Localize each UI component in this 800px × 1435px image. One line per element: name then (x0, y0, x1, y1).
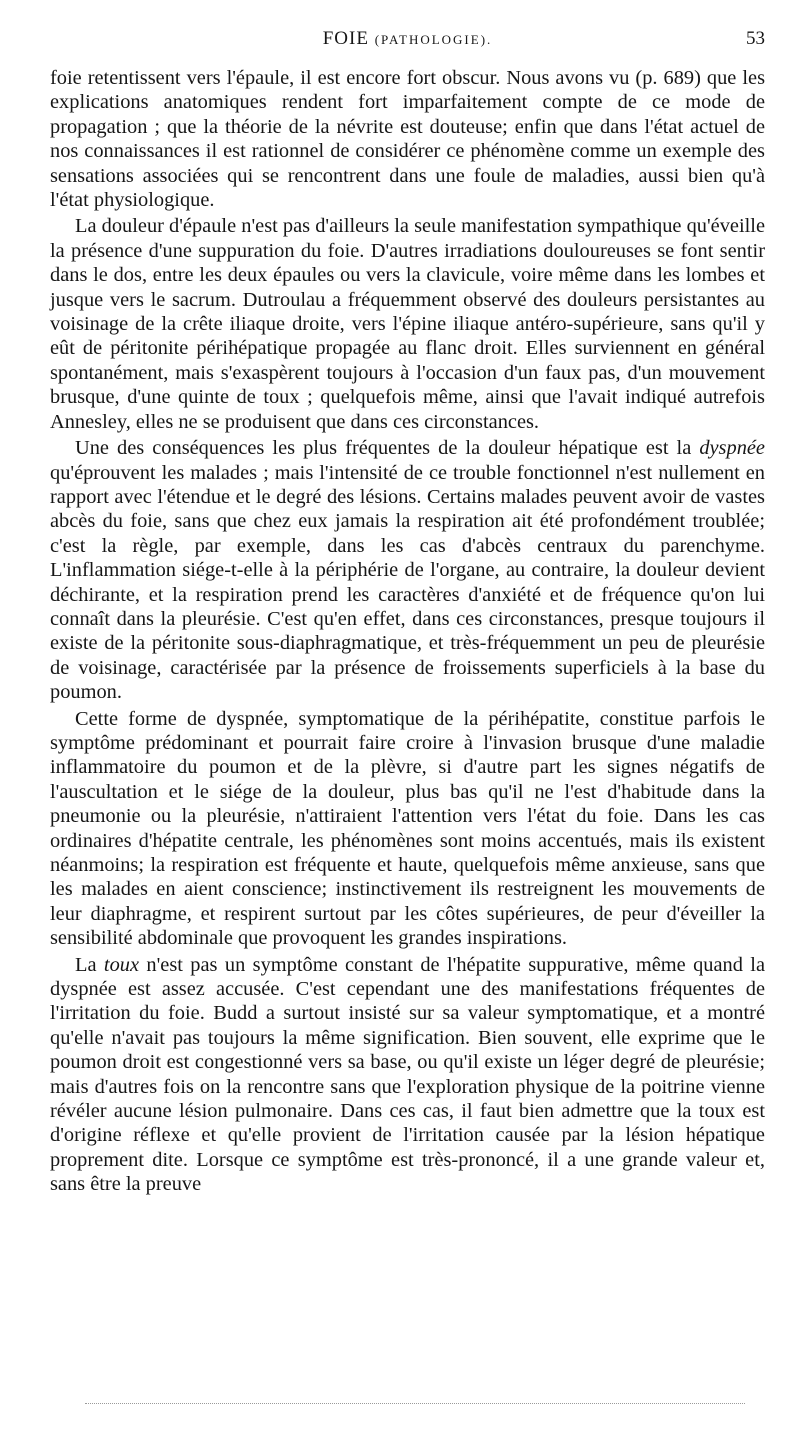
term-dyspnee: dyspnée (699, 437, 765, 460)
paragraph-2: La douleur d'épaule n'est pas d'ailleurs la seule manifestation sympathique qu'éveille la présence d'une suppuration du foie. D'autres irradiations douloureuses se font sentir dans le dos, entre les deux épaules ou vers la clavicule, voire même dans les lombes et jusque vers le sacrum. Dutroulau a fréquemment observé des douleurs persistantes au voisinage de la crête iliaque droite, vers l'épine iliaque antéro-supérieure, sans qu'il y eût de péritonite périhépatique propagée au flanc droit. Elles surviennent en général spontanément, mais s'exaspèrent toujours à l'occasion d'un faux pas, d'un mouvement brusque, d'une quinte de toux ; quelquefois même, ainsi que l'avait indiqué autrefois Annesley, elles ne se produisent que dans ces circonstances. (50, 215, 765, 433)
running-title-main: FOIE (322, 28, 369, 49)
running-title-subtitle: (PATHOLOGIE). (374, 32, 493, 47)
paragraph-3 (50, 436, 765, 704)
term-toux: toux (103, 953, 140, 976)
page-header (50, 28, 765, 54)
paragraph-5-rest: n'est pas un symptôme constant de l'hépatite suppurative, même quand la dyspnée est assez accusée. C'est cependant une des manifestations fréquentes de l'irritation du foie. Budd a surtout insisté sur sa valeur symptomatique, et a montré qu'elle n'avait pas toujours la même signification. Bien souvent, elle exprime que le poumon droit est congestionné vers sa base, ou qu'il existe un léger degré de pleurésie; mais d'autres fois on la rencontre sans que l'exploration physique de la poitrine vienne révéler aucune lésion pulmonaire. Dans ces cas, il faut bien admettre que la toux est d'origine réflexe et qu'elle provient de l'irritation causée par la lésion hépatique proprement dite. Lorsque ce symptôme est très-prononcé, il a une grande valeur et, sans être la preuve (50, 953, 766, 1196)
paragraph-4: Cette forme de dyspnée, symptomatique de la périhépatite, constitue parfois le symptôme prédominant et pourrait faire croire à l'invasion brusque d'une maladie inflammatoire du poumon et de la plèvre, si d'autre part les signes négatifs de l'auscultation et le siége de la douleur, plus bas qu'il ne l'est d'habitude dans la pneumonie ou la pleurésie, n'attiraient l'attention vers l'état du foie. Dans les cas ordinaires d'hépatite centrale, les phénomènes sont moins accentués, mais ils existent néanmoins; la respiration est fréquente et haute, quelquefois même anxieuse, sans que les malades en aient conscience; instinctivement ils restreignent les mouvements de leur diaphragme, et respirent surtout par les côtes supérieures, de peur d'éveiller la sensibilité abdominale que provoquent les grandes inspirations. (50, 707, 765, 950)
paragraph-3-rest: qu'éprouvent les malades ; mais l'intensité de ce trouble fonctionnel n'est nullement en rapport avec l'étendue et le degré des lésions. Certains malades peuvent avoir de vastes abcès du foie, sans que chez eux jamais la respiration ait été profondément troublée; c'est la règle, par exemple, dans les cas d'abcès centraux du parenchyme. L'inflammation siége-t-elle à la périphérie de l'organe, au contraire, la douleur devient déchirante, et la respiration prend les caractères d'anxiété et de fréquence qu'on lui connaît dans la pleurésie. C'est qu'en effet, dans ces circonstances, presque toujours il existe de la péritonite sous-diaphragmatique, et très-fréquemment un peu de pleurésie de voisinage, caractérisée par la présence de froissements superficiels à la base du poumon. (50, 461, 765, 704)
running-title (50, 28, 765, 50)
paragraph-3-lead: Une des conséquences les plus fréquentes de la douleur hépatique est la (75, 437, 700, 460)
paragraph-5-lead: La (75, 953, 104, 976)
page-number: 53 (746, 28, 765, 49)
footer-dotted-rule (85, 1403, 745, 1404)
paragraph-5 (50, 953, 765, 1197)
paragraph-1: foie retentissent vers l'épaule, il est encore fort obscur. Nous avons vu (p. 689) que les explications anatomiques rendent fort imparfaitement compte de ce mode de propagation ; que la théorie de la névrite est douteuse; enfin que dans l'état actuel de nos connaissances il est rationnel de considérer ce phénomène comme un exemple des sensations associées qui se rencontrent dans une foule de maladies, aussi bien qu'à l'état physiologique. (50, 67, 765, 212)
page-body (50, 66, 765, 1199)
